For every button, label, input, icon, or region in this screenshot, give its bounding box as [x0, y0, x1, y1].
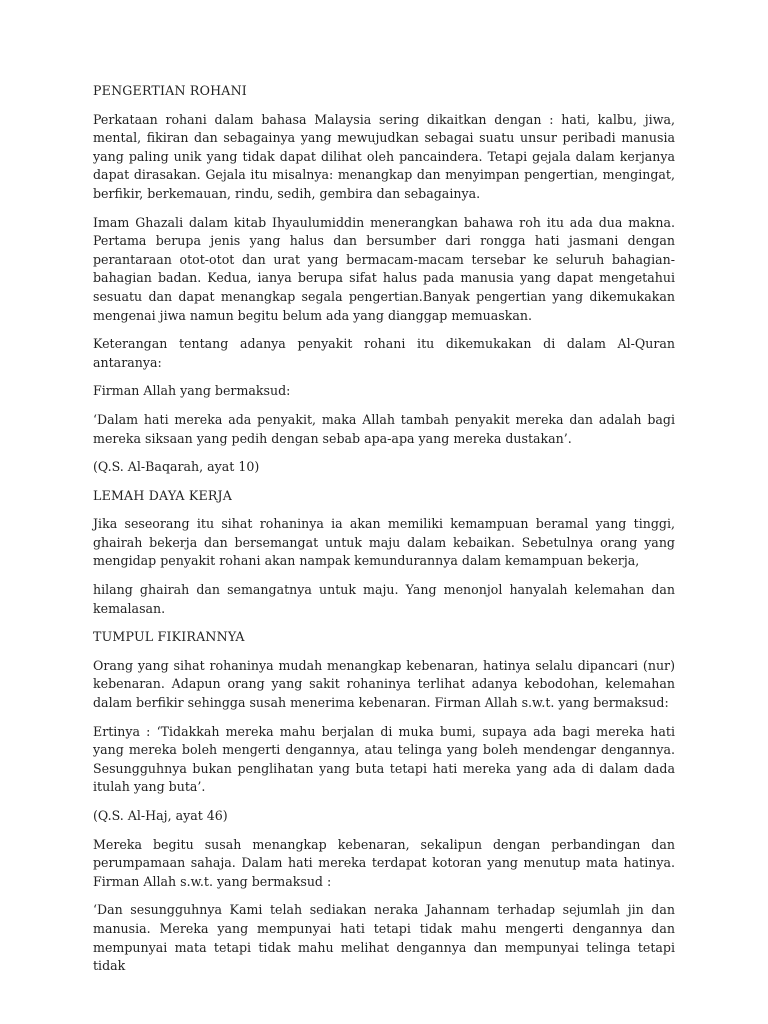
document-page: [93, 82, 675, 986]
paragraph-citation-haj: (Q.S. Al-Haj, ayat 46): [93, 808, 228, 823]
heading-tumpul-fikirannya: TUMPUL FIKIRANNYA: [93, 629, 245, 645]
paragraph-citation-baqarah: (Q.S. Al-Baqarah, ayat 10): [93, 459, 260, 475]
paragraph-quote-jahannam: ‘Dan sesungguhnya Kami telah sediakan neraka Jahannam terhadap sejumlah jin dan manusia. Mereka yang mempunyai hati tetapi tidak mahu mengerti dengannya dan mempunyai mata tetapi tidak mahu melihat dengannya dan mempunyai telinga tetapi tidak: [93, 902, 675, 974]
paragraph-imam-ghazali: Imam Ghazali dalam kitab Ihyaulumiddin menerangkan bahawa roh itu ada dua makna. Pertama berupa jenis yang halus dan bersumber dari rongga hati jasmani dengan perantaraan otot-otot dan urat yang bermacam-macam tersebar ke seluruh bahagian-bahagian badan. Kedua, ianya berupa sifat halus pada manusia yang dapat mengetahui sesuatu dan dapat menangkap segala pengertian.Banyak pengertian yang dikemukakan mengenai jiwa namun begitu belum ada yang dianggap memuaskan.: [93, 214, 675, 323]
paragraph-daya-kerja-1: Jika seseorang itu sihat rohaninya ia akan memiliki kemampuan beramal yang tinggi, ghairah bekerja dan bersemangat untuk maju dalam kebaikan. Sebetulnya orang yang mengidap penyakit rohani akan nampak kemundurannya dalam kemampuan bekerja,: [93, 516, 675, 569]
paragraph-quote-haj: Ertinya : ‘Tidakkah mereka mahu berjalan di muka bumi, supaya ada bagi mereka hati yang mereka boleh mengerti dengannya, atau telinga yang boleh mendengar dengannya. Sesungguhnya bukan penglihatan yang buta tetapi hati mereka yang ada di dalam dada itulah yang buta’.: [93, 723, 675, 795]
heading-pengertian-rohani: PENGERTIAN ROHANI: [93, 83, 247, 98]
paragraph-firman-intro: Firman Allah yang bermaksud:: [93, 383, 291, 399]
paragraph-fikiran-1: Orang yang sihat rohaninya mudah menangkap kebenaran, hatinya selalu dipancari (nur) kebenaran. Adapun orang yang sakit rohaninya terlihat adanya kebodohan, kelemahan dalam berfikir sehingga susah menerima kebenaran. Firman Allah s.w.t. yang bermaksud:: [93, 657, 675, 711]
paragraph-fikiran-2: Mereka begitu susah menangkap kebenaran, sekalipun dengan perbandingan dan perumpamaan sahaja. Dalam hati mereka terdapat kotoran yang menutup mata hatinya. Firman Allah s.w.t. yang bermaksud :: [93, 836, 675, 889]
paragraph-definition: Perkataan rohani dalam bahasa Malaysia sering dikaitkan dengan : hati, kalbu, jiwa, mental, fikiran dan sebagainya yang mewujudkan sebagai suatu unsur peribadi manusia yang paling unik yang tidak dapat dilihat oleh pancaindera. Tetapi gejala dalam kerjanya dapat dirasakan. Gejala itu misalnya: menangkap dan menyimpan pengertian, mengingat, berfikir, berkemauan, rindu, sedih, gembira dan sebagainya.: [93, 111, 675, 201]
heading-lemah-daya-kerja: LEMAH DAYA KERJA: [93, 487, 233, 503]
paragraph-daya-kerja-2: hilang ghairah dan semangatnya untuk maju. Yang menonjol hanyalah kelemahan dan kemalasan.: [93, 582, 675, 616]
paragraph-quran-intro: Keterangan tentang adanya penyakit rohani itu dikemukakan di dalam Al-Quran antaranya:: [93, 336, 675, 370]
paragraph-quote-baqarah: ‘Dalam hati mereka ada penyakit, maka Allah tambah penyakit mereka dan adalah bagi mereka siksaan yang pedih dengan sebab apa-apa yang mereka dustakan’.: [93, 411, 675, 446]
